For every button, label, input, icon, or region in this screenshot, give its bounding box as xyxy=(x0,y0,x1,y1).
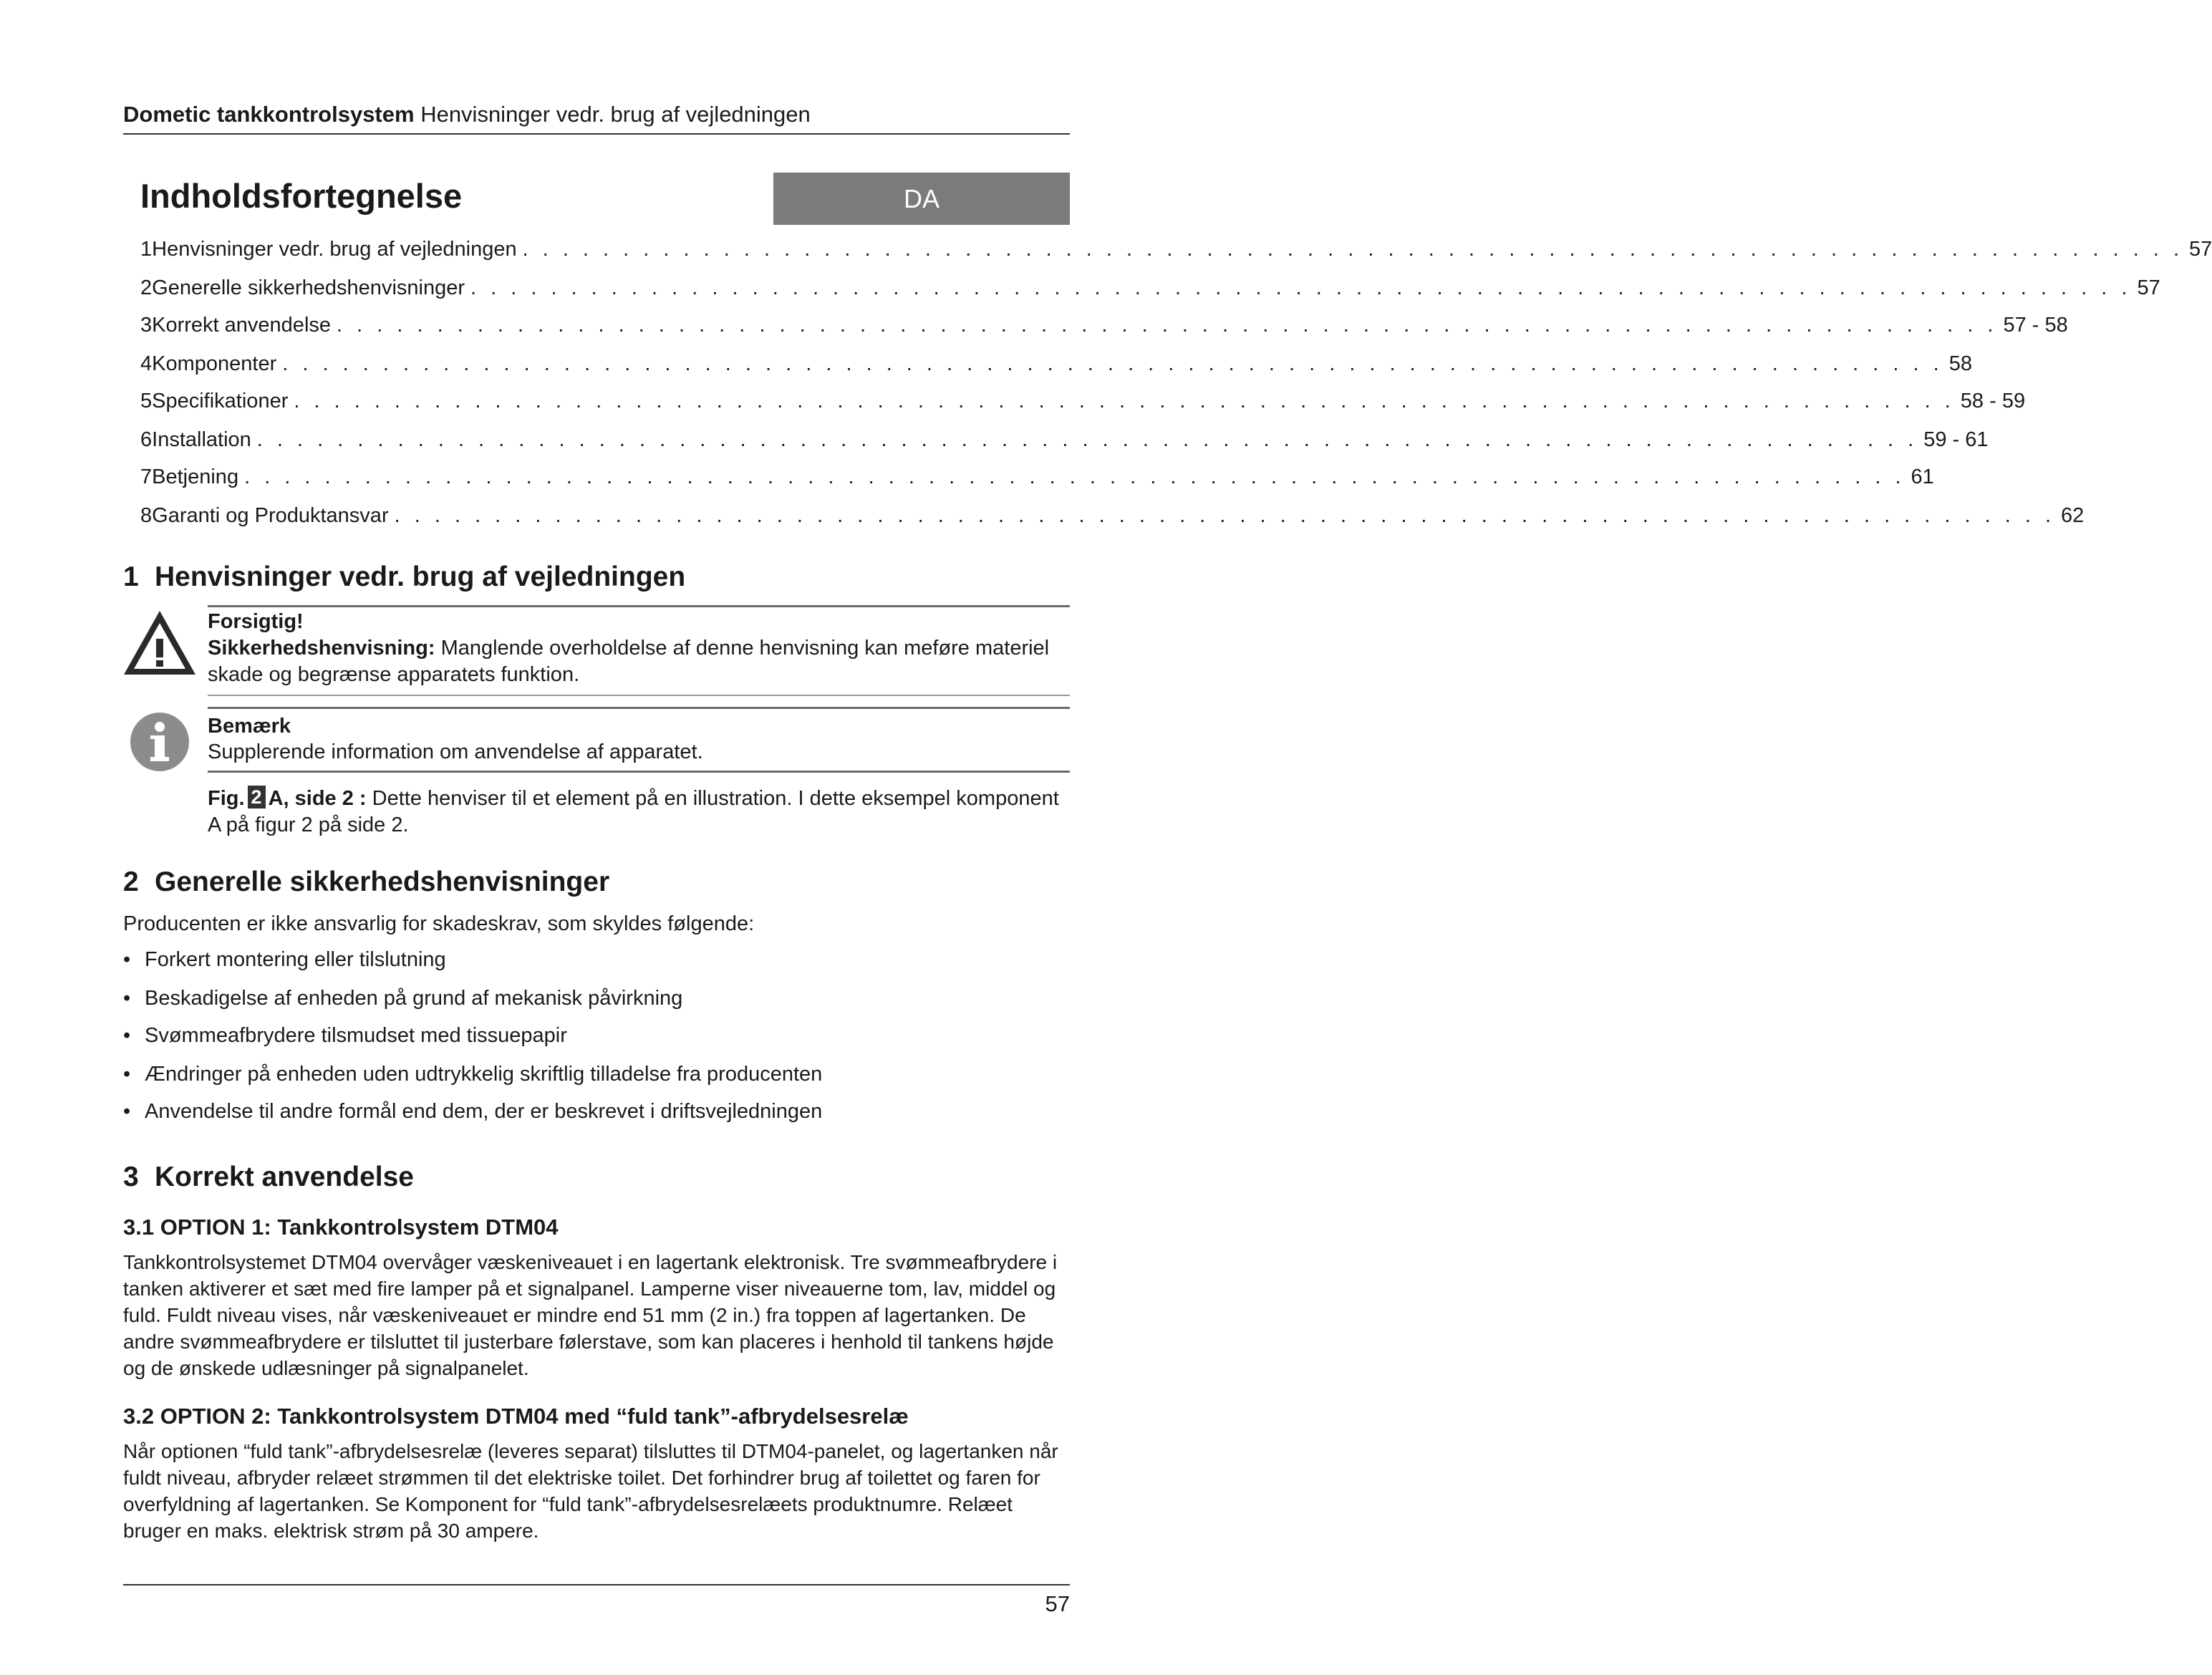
list-item: • Beskadigelse af enheden på grund af mekanisk påvirkning xyxy=(123,987,683,1010)
toc-leader: . . . . . . . . . . . . . . . . . . . . . . . . . . . . . . . . . . . . . . . . . . . . . . . . . . . . . . . . . . . . . . . . . . . . . . . . . . . . . . . . . . . xyxy=(337,314,1998,337)
toc-leader: . . . . . . . . . . . . . . . . . . . . . . . . . . . . . . . . . . . . . . . . . . . . . . . . . . . . . . . . . . . . . . . . . . . . . . . . . . . . . . . . . . . xyxy=(470,276,2132,299)
toc-title: Indholdsfortegnelse xyxy=(140,177,463,215)
header-rule xyxy=(123,133,1070,135)
toc-leader: . . . . . . . . . . . . . . . . . . . . . . . . . . . . . . . . . . . . . . . . . . . . . . . . . . . . . . . . . . . . . . . . . . . . . . . . . . . . . . . . . . . xyxy=(522,238,2184,261)
fig-text: Dette henviser til et element på en illustration. I dette eksempel komponent A på figur 2 på side 2. xyxy=(208,787,1059,836)
list-item: • Forkert montering eller tilslutning xyxy=(123,948,446,971)
running-header xyxy=(123,102,811,127)
section-2-heading: 2 Generelle sikkerhedshenvisninger xyxy=(123,867,610,897)
subsection-3-1-text: Tankkontrolsystemet DTM04 overvåger væskeniveauet i en lagertank elektronisk. Tre svømmeafbrydere i tanken aktiverer et sæt med fire lamper på et signalpanel. Lamperne viser niveauerne tom, lav, middel og fuld. Fuldt niveau vises, når væskeniveauet er mindre end 51 mm (2 in.) fra toppen af lagertanken. De andre svømmeafbrydere er tilsluttet til justerbare følerstave, som kan placeres i henhold til tankens højde og de ønskede udlæsninger på signalpanelet. xyxy=(123,1251,1058,1379)
caution-bottom-rule xyxy=(208,695,1070,696)
language-badge: DA xyxy=(773,173,1070,225)
toc-entry[interactable]: 2 Generelle sikkerhedshenvisninger . . . . . . . . . . . . . . . . . . . . . . . . . . . . . . . . . . . . . . . . . . . . . . . . . . . . . . . . . . . . . . . . . . . . . . . . . . . . . . . . . . . 57 xyxy=(140,276,2160,299)
toc-leader: . . . . . . . . . . . . . . . . . . . . . . . . . . . . . . . . . . . . . . . . . . . . . . . . . . . . . . . . . . . . . . . . . . . . . . . . . . . . . . . . . . . xyxy=(394,504,2056,527)
footer-rule xyxy=(123,1584,1070,1585)
toc-entry[interactable]: 3 Korrekt anvendelse . . . . . . . . . . . . . . . . . . . . . . . . . . . . . . . . . . . . . . . . . . . . . . . . . . . . . . . . . . . . . . . . . . . . . . . . . . . . . . . . . . . 57 - 58 xyxy=(140,314,2068,337)
list-item: • Ændringer på enheden uden udtrykkelig skriftlig tilladelse fra producenten xyxy=(123,1063,823,1086)
toc-entry[interactable]: 7 Betjening . . . . . . . . . . . . . . . . . . . . . . . . . . . . . . . . . . . . . . . . . . . . . . . . . . . . . . . . . . . . . . . . . . . . . . . . . . . . . . . . . . . 61 xyxy=(140,465,1934,488)
note-top-rule xyxy=(208,707,1070,709)
caution-title: Forsigtig! xyxy=(208,610,304,633)
section-2-intro: Producenten er ikke ansvarlig for skadeskrav, som skyldes følgende: xyxy=(123,912,755,935)
subsection-3-2-text: Når optionen “fuld tank”-afbrydelsesrelæ (leveres separat) tilsluttes til DTM04-panelet, og lagertanken når fuldt niveau, afbryder relæet strømmen til det elektriske toilet. Det forhindrer brug af toilettet og faren for overfyldning af lagertanken. Se Komponent for “fuld tank”-afbrydelsesrelæets produktnumre. Relæet bruger en maks. elektrisk strøm på 30 ampere. xyxy=(123,1440,1058,1542)
toc-entry[interactable]: 8 Garanti og Produktansvar . . . . . . . . . . . . . . . . . . . . . . . . . . . . . . . . . . . . . . . . . . . . . . . . . . . . . . . . . . . . . . . . . . . . . . . . . . . . . . . . . . . 62 xyxy=(140,504,2085,527)
fig-ref: A, side 2 : xyxy=(268,787,367,810)
caution-top-rule xyxy=(208,605,1070,607)
header-brand: Dometic tankkontrolsystem xyxy=(123,102,415,127)
caution-text: Manglende overholdelse af denne henvisning kan meføre materiel skade og begrænse apparatets funktion. xyxy=(208,637,1050,686)
toc-entry[interactable]: 5 Specifikationer . . . . . . . . . . . . . . . . . . . . . . . . . . . . . . . . . . . . . . . . . . . . . . . . . . . . . . . . . . . . . . . . . . . . . . . . . . . . . . . . . . . 58 - 59 xyxy=(140,390,2026,412)
toc-entry[interactable]: 1 Henvisninger vedr. brug af vejledningen . . . . . . . . . . . . . . . . . . . . . . . . . . . . . . . . . . . . . . . . . . . . . . . . . . . . . . . . . . . . . . . . . . . . . . . . . . . . . . . . . . . 57 xyxy=(140,238,2212,261)
toc-leader: . . . . . . . . . . . . . . . . . . . . . . . . . . . . . . . . . . . . . . . . . . . . . . . . . . . . . . . . . . . . . . . . . . . . . . . . . . . . . . . . . . . xyxy=(294,390,1955,412)
note-title: Bemærk xyxy=(208,715,291,738)
toc-leader: . . . . . . . . . . . . . . . . . . . . . . . . . . . . . . . . . . . . . . . . . . . . . . . . . . . . . . . . . . . . . . . . . . . . . . . . . . . . . . . . . . . xyxy=(244,465,1906,488)
toc-entry[interactable]: 4 Komponenter . . . . . . . . . . . . . . . . . . . . . . . . . . . . . . . . . . . . . . . . . . . . . . . . . . . . . . . . . . . . . . . . . . . . . . . . . . . . . . . . . . . 58 xyxy=(140,352,1972,375)
caution-label: Sikkerhedshenvisning: xyxy=(208,637,435,660)
page-number: 57 xyxy=(1045,1591,1070,1616)
toc-entry[interactable]: 6 Installation . . . . . . . . . . . . . . . . . . . . . . . . . . . . . . . . . . . . . . . . . . . . . . . . . . . . . . . . . . . . . . . . . . . . . . . . . . . . . . . . . . . 59 - 61 xyxy=(140,428,1989,451)
info-icon xyxy=(129,711,190,773)
fig-number-badge: 2 xyxy=(248,786,266,808)
header-subtitle: Henvisninger vedr. brug af vejledningen xyxy=(420,102,811,127)
note-text: Supplerende information om anvendelse af apparatet. xyxy=(208,740,703,763)
list-item: • Svømmeafbrydere tilsmudset med tissuepapir xyxy=(123,1024,567,1047)
note-bottom-rule xyxy=(208,771,1070,773)
toc-leader: . . . . . . . . . . . . . . . . . . . . . . . . . . . . . . . . . . . . . . . . . . . . . . . . . . . . . . . . . . . . . . . . . . . . . . . . . . . . . . . . . . . xyxy=(282,352,1943,375)
list-item: • Anvendelse til andre formål end dem, der er beskrevet i driftsvejledningen xyxy=(123,1100,823,1123)
fig-label: Fig. xyxy=(208,787,245,810)
toc-leader: . . . . . . . . . . . . . . . . . . . . . . . . . . . . . . . . . . . . . . . . . . . . . . . . . . . . . . . . . . . . . . . . . . . . . . . . . . . . . . . . . . . xyxy=(256,428,1918,451)
subsection-3-1-heading: 3.1 OPTION 1: Tankkontrolsystem DTM04 xyxy=(123,1215,559,1240)
section-3-heading: 3 Korrekt anvendelse xyxy=(123,1162,414,1192)
section-1-heading: 1 Henvisninger vedr. brug af vejledningen xyxy=(123,561,686,592)
figure-reference xyxy=(208,786,1067,839)
caution-body xyxy=(208,635,1067,688)
subsection-3-2-heading: 3.2 OPTION 2: Tankkontrolsystem DTM04 med “fuld tank”-afbrydelsesrelæ xyxy=(123,1404,909,1429)
warning-triangle-icon xyxy=(122,609,198,677)
